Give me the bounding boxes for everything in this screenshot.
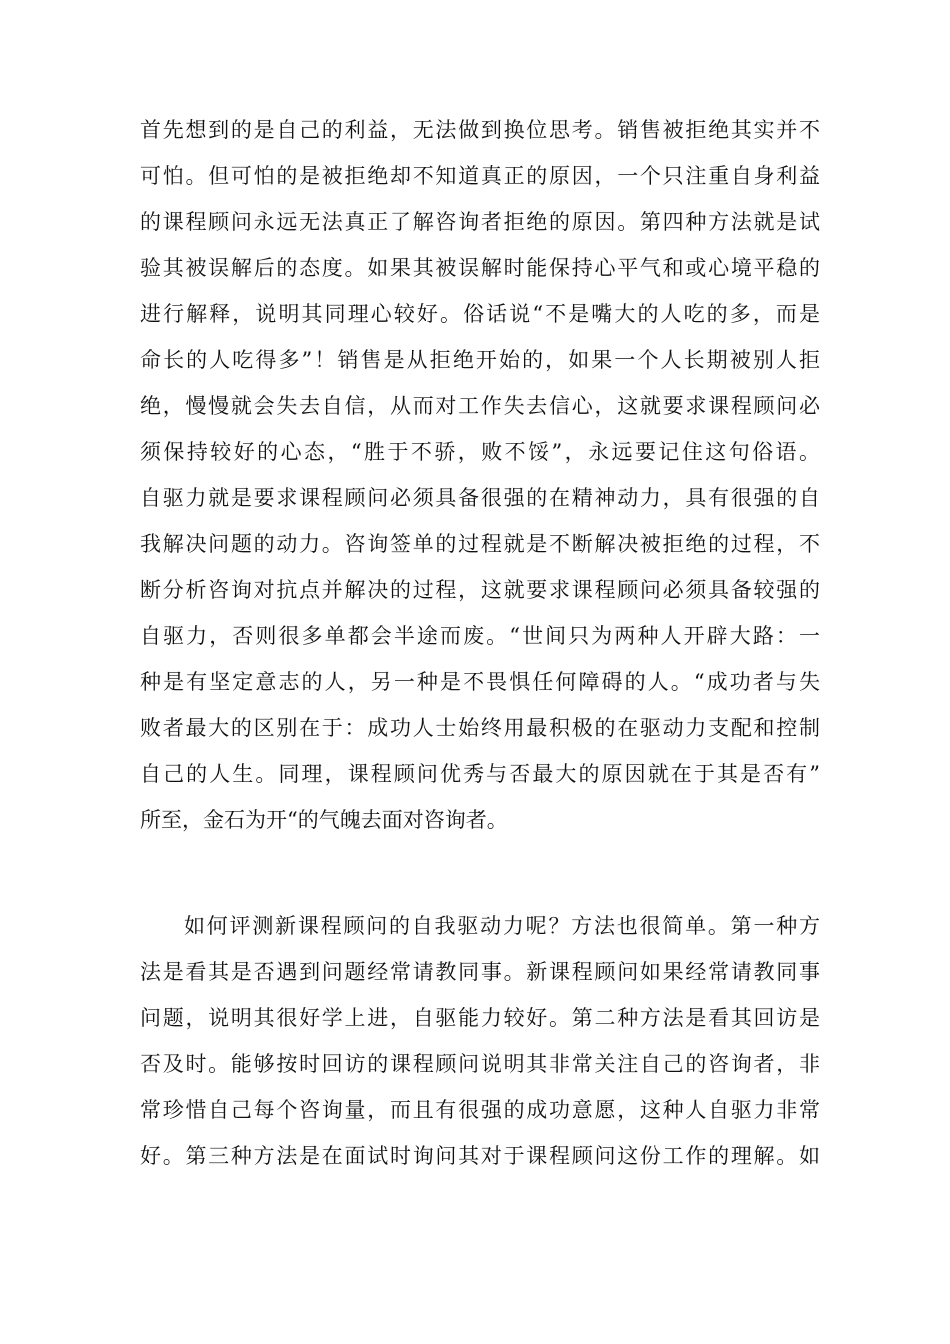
- text-line: 进行解释，说明其同理心较好。俗话说“不是嘴大的人吃的多，而是: [140, 302, 820, 326]
- text-line: 所至，金石为开“的气魄去面对咨询者。: [140, 808, 508, 832]
- text-line: 好。第三种方法是在面试时询问其对于课程顾问这份工作的理解。如: [140, 1144, 820, 1168]
- text-line: 种是有坚定意志的人，另一种是不畏惧任何障碍的人。“成功者与失: [140, 670, 820, 694]
- text-line: 常珍惜自己每个咨询量，而且有很强的成功意愿，这种人自驱力非常: [140, 1098, 820, 1122]
- text-line: 自己的人生。同理，课程顾问优秀与否最大的原因就在于其是否有”: [140, 762, 820, 786]
- text-line: 败者最大的区别在于：成功人士始终用最积极的在驱动力支配和控制: [140, 716, 820, 740]
- text-line: 首先想到的是自己的利益，无法做到换位思考。销售被拒绝其实并不: [140, 118, 820, 142]
- text-line: 可怕。但可怕的是被拒绝却不知道真正的原因，一个只注重自身利益: [140, 164, 820, 188]
- text-line: 验其被误解后的态度。如果其被误解时能保持心平气和或心境平稳的: [140, 256, 820, 280]
- text-line: 绝，慢慢就会失去自信，从而对工作失去信心，这就要求课程顾问必: [140, 394, 820, 418]
- text-line: 断分析咨询对抗点并解决的过程，这就要求课程顾问必须具备较强的: [140, 578, 820, 602]
- text-line: 法是看其是否遇到问题经常请教同事。新课程顾问如果经常请教同事: [140, 960, 820, 984]
- text-line: 我解决问题的动力。咨询签单的过程就是不断解决被拒绝的过程，不: [140, 532, 820, 556]
- text-line: 自驱力，否则很多单都会半途而废。“世间只为两种人开辟大路：一: [140, 624, 820, 648]
- paragraph-2: [140, 903, 820, 1179]
- text-line: 自驱力就是要求课程顾问必须具备很强的在精神动力，具有很强的自: [140, 486, 820, 510]
- text-line: 须保持较好的心态，“胜于不骄，败不馁”，永远要记住这句俗语。: [140, 440, 820, 464]
- text-line: 命长的人吃得多”！销售是从拒绝开始的，如果一个人长期被别人拒: [140, 348, 820, 372]
- text-line: 问题，说明其很好学上进，自驱能力较好。第二种方法是看其回访是: [140, 1006, 820, 1030]
- paragraph-1: [140, 107, 820, 843]
- text-line: 如何评测新课程顾问的自我驱动力呢？方法也很简单。第一种方: [184, 914, 820, 938]
- text-line: 的课程顾问永远无法真正了解咨询者拒绝的原因。第四种方法就是试: [140, 210, 820, 234]
- text-line: 否及时。能够按时回访的课程顾问说明其非常关注自己的咨询者，非: [140, 1052, 820, 1076]
